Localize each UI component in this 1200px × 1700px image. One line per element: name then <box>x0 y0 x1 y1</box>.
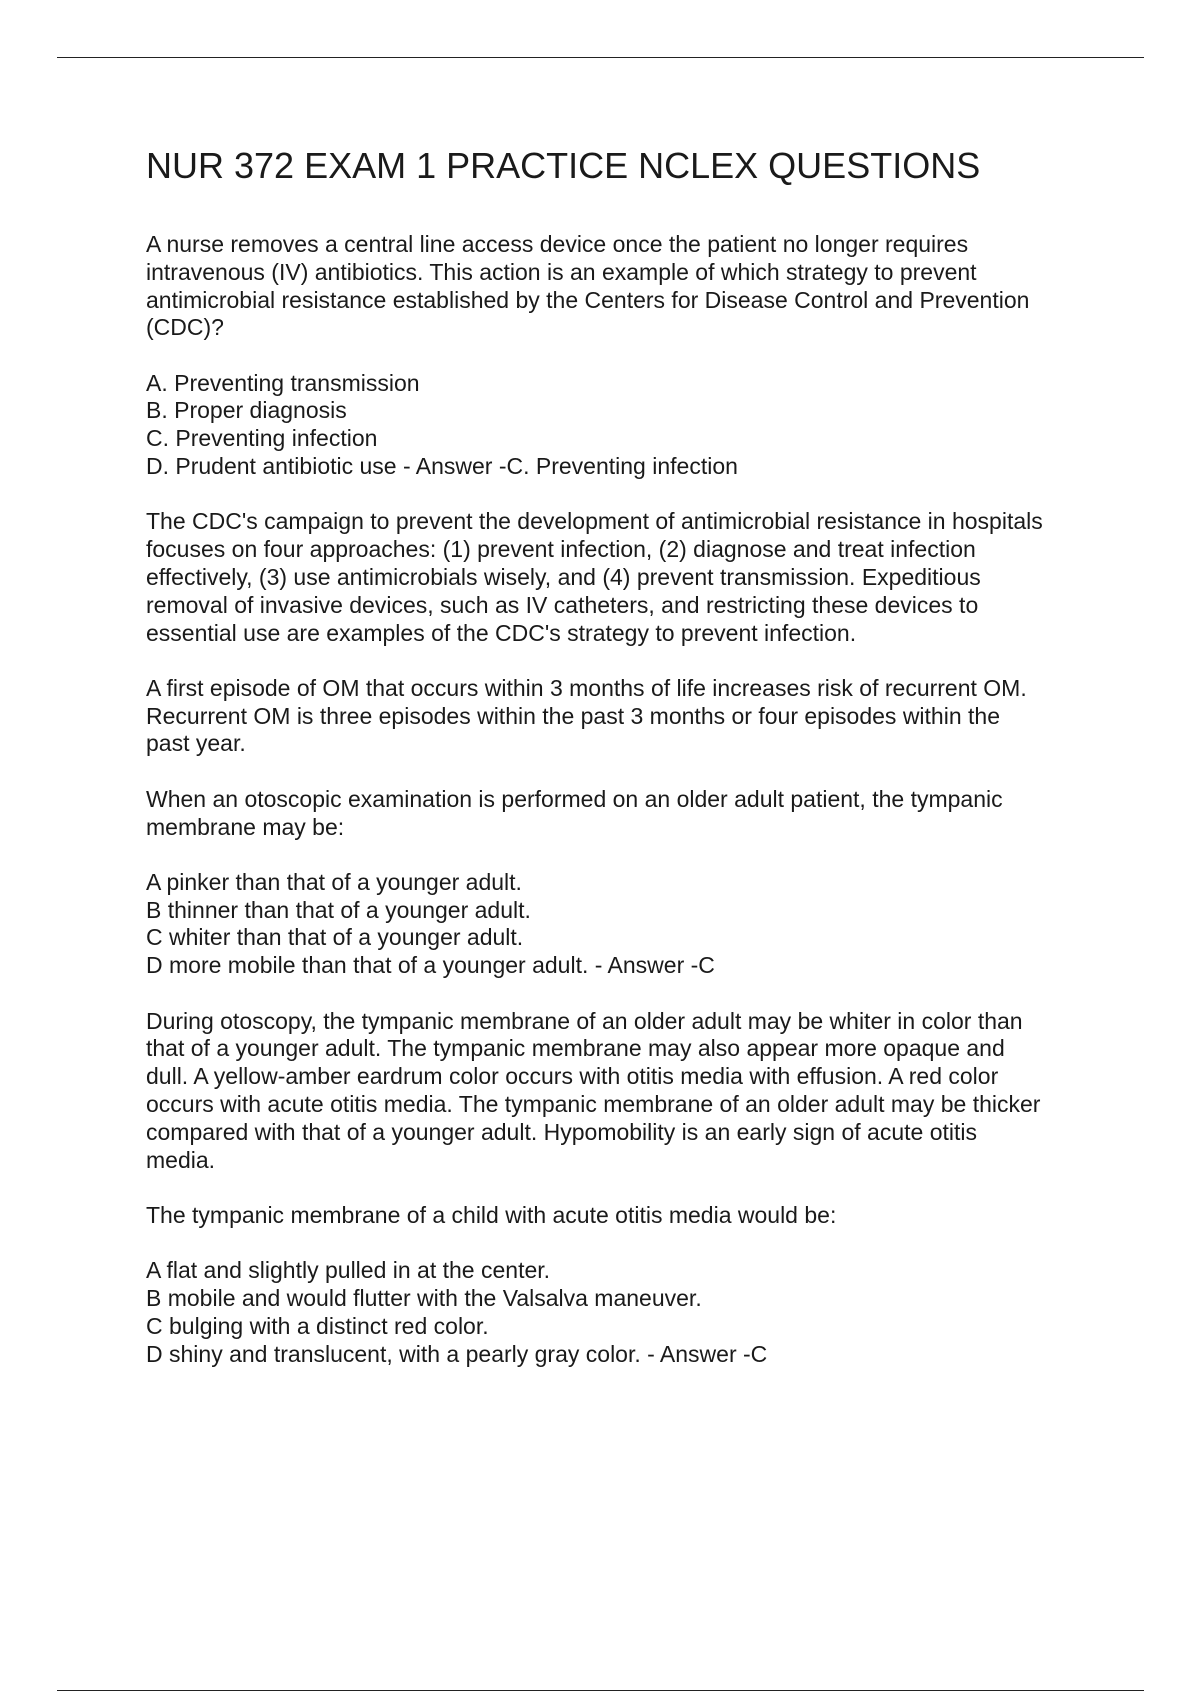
text-line: The CDC's campaign to prevent the development of antimicrobial resistance in hospitals <box>146 508 1043 535</box>
question-3-options <box>146 1257 1106 1368</box>
question-1-options <box>146 370 1106 481</box>
text-line: dull. A yellow-amber eardrum color occurs with otitis media with effusion. A red color <box>146 1063 999 1090</box>
text-line: essential use are examples of the CDC's strategy to prevent infection. <box>146 619 857 646</box>
document-body <box>146 142 1106 1396</box>
text-line: (CDC)? <box>146 314 224 341</box>
top-rule <box>57 57 1144 58</box>
option-line: C whiter than that of a younger adult. <box>146 924 524 951</box>
document-paragraphs <box>146 231 1106 1368</box>
text-line: intravenous (IV) antibiotics. This action is an example of which strategy to prevent <box>146 258 977 285</box>
document-title: NUR 372 EXAM 1 PRACTICE NCLEX QUESTIONS <box>146 145 981 186</box>
om-note <box>146 675 1106 758</box>
text-line: During otoscopy, the tympanic membrane of an older adult may be whiter in color than <box>146 1007 1023 1034</box>
option-line: D shiny and translucent, with a pearly gray color. - Answer -C <box>146 1340 768 1367</box>
option-line: C. Preventing infection <box>146 425 378 452</box>
text-line: membrane may be: <box>146 813 345 840</box>
question-2-stem <box>146 786 1106 842</box>
text-line: effectively, (3) use antimicrobials wisely, and (4) prevent transmission. Expeditious <box>146 563 981 590</box>
option-line: C bulging with a distinct red color. <box>146 1312 489 1339</box>
text-line: focuses on four approaches: (1) prevent infection, (2) diagnose and treat infection <box>146 536 976 563</box>
option-line: D. Prudent antibiotic use - Answer -C. Preventing infection <box>146 453 738 480</box>
text-line: past year. <box>146 730 246 757</box>
option-line: B. Proper diagnosis <box>146 397 347 424</box>
text-line: antimicrobial resistance established by the Centers for Disease Control and Prevention <box>146 286 1030 313</box>
question-1-rationale <box>146 508 1106 647</box>
question-2-options <box>146 869 1106 980</box>
text-line: occurs with acute otitis media. The tympanic membrane of an older adult may be thicker <box>146 1090 1041 1117</box>
text-line: Recurrent OM is three episodes within the past 3 months or four episodes within the <box>146 702 1000 729</box>
option-line: D more mobile than that of a younger adult. - Answer -C <box>146 952 715 979</box>
option-line: B thinner than that of a younger adult. <box>146 896 531 923</box>
text-line: removal of invasive devices, such as IV catheters, and restricting these devices to <box>146 591 979 618</box>
text-line: compared with that of a younger adult. Hypomobility is an early sign of acute otitis <box>146 1118 977 1145</box>
text-line: When an otoscopic examination is performed on an older adult patient, the tympanic <box>146 785 1003 812</box>
option-line: A flat and slightly pulled in at the center. <box>146 1257 551 1284</box>
bottom-rule <box>57 1690 1144 1691</box>
text-line: that of a younger adult. The tympanic membrane may also appear more opaque and <box>146 1035 1005 1062</box>
question-3-stem <box>146 1202 1106 1230</box>
question-1-stem <box>146 231 1106 342</box>
text-line: The tympanic membrane of a child with acute otitis media would be: <box>146 1201 837 1228</box>
text-line: A first episode of OM that occurs within 3 months of life increases risk of recurrent OM. <box>146 674 1027 701</box>
option-line: A pinker than that of a younger adult. <box>146 868 522 895</box>
question-2-rationale <box>146 1008 1106 1175</box>
text-line: A nurse removes a central line access device once the patient no longer requires <box>146 231 969 257</box>
text-line: media. <box>146 1146 216 1173</box>
option-line: A. Preventing transmission <box>146 369 420 396</box>
option-line: B mobile and would flutter with the Valsalva maneuver. <box>146 1284 702 1311</box>
